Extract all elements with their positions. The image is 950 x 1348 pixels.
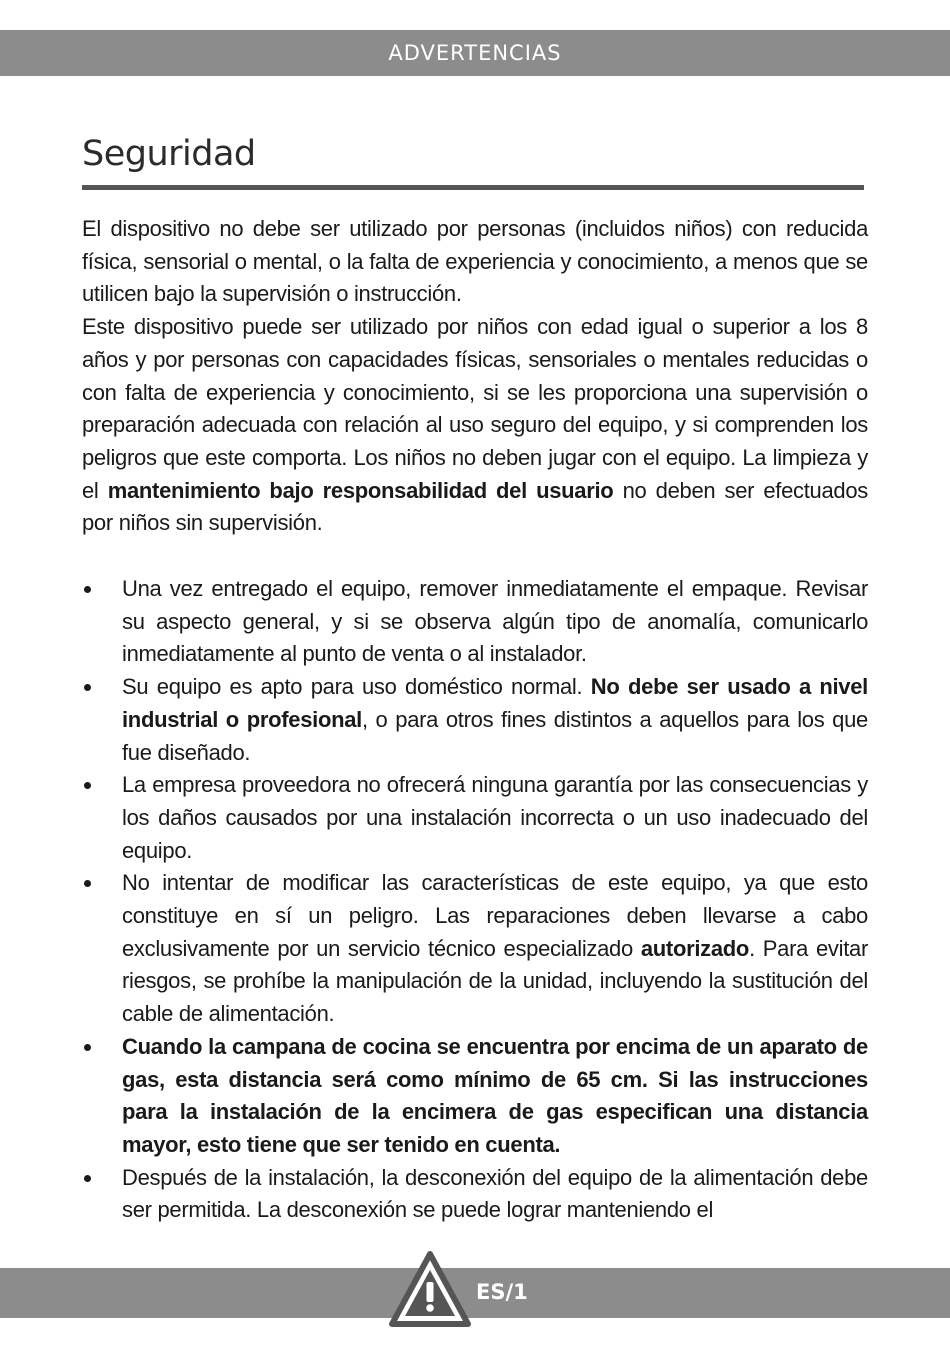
list-item-text: Una vez entregado el equipo, remover inmediatamente el empaque. Revisar su aspecto general, y si se observa algún tipo de anomalía, comunicarlo inmediatamente al punto de venta o al instalador. — [122, 576, 868, 667]
bullet-icon — [84, 1175, 91, 1182]
paragraph-children-text-b: no deben ser efectuados por niños sin supervisión. — [82, 477, 868, 536]
list-item-text: La empresa proveedora no ofrecerá ninguna garantía por las consecuencias y los daños causados por una instalación incorrecta o un uso inadecuado del equipo. — [122, 772, 868, 863]
paragraph-children-bold: mantenimiento bajo responsabilidad del usuario — [107, 477, 614, 503]
list-item-text-a: Su equipo es apto para uso doméstico normal. — [122, 674, 591, 700]
list-item — [82, 671, 868, 769]
list-item-text-b: . Para evitar riesgos, se prohíbe la manipulación de la unidad, incluyendo la sustitución del cable de alimentación. — [122, 935, 868, 1027]
list-item — [82, 867, 868, 1031]
list-item-bold: No debe ser usado a nivel industrial o profesional — [122, 674, 868, 732]
bullet-icon — [84, 1044, 91, 1051]
warning-triangle-icon — [388, 1250, 472, 1328]
bullet-icon — [84, 782, 91, 789]
warnings-list — [82, 573, 868, 1227]
bullet-icon — [84, 880, 91, 887]
paragraph-children — [82, 311, 868, 540]
list-item — [82, 573, 868, 671]
list-item — [82, 1031, 868, 1162]
list-item-bold: autorizado — [640, 935, 750, 961]
section-title: Seguridad — [82, 134, 256, 174]
title-divider — [82, 185, 864, 190]
list-item-bold: Cuando la campana de cocina se encuentra por encima de un aparato de gas, esta distancia será como mínimo de 65 cm. Si las instrucciones para la instalación de la encimera de gas especifican una distancia mayor, esto tiene que ser tenido en cuenta. — [122, 1033, 868, 1157]
paragraph-intro: El dispositivo no debe ser utilizado por personas (incluidos niños) con reducida física, sensorial o mental, o la falta de experiencia y conocimiento, a menos que se utilicen bajo la supervisión o instrucción. — [82, 216, 868, 307]
bullet-icon — [84, 684, 91, 691]
list-item-text: Después de la instalación, la desconexión del equipo de la alimentación debe ser permitida. La desconexión se puede lograr manteniendo el — [122, 1164, 868, 1223]
paragraph-children-text-a: Este dispositivo puede ser utilizado por niños con edad igual o superior a los 8 años y por personas con capacidades físicas, sensoriales o mentales reducidas o con falta de experiencia y conocimiento, si se les proporciona una supervisión o preparación adecuada con relación al uso seguro del equipo, y si comprenden los peligros que este comporta. Los niños no deben jugar con el equipo. La limpieza y el — [82, 314, 868, 503]
header-title: ADVERTENCIAS — [388, 41, 562, 65]
document-body — [82, 213, 868, 1227]
bullet-icon — [84, 586, 91, 593]
list-item-text-b: , o para otros fines distintos a aquellos para los que fue diseñado. — [122, 706, 868, 765]
list-item — [82, 1162, 868, 1227]
page-number: ES/1 — [476, 1280, 528, 1304]
header-bar — [0, 30, 950, 76]
list-item-text-a: No intentar de modificar las características de este equipo, ya que esto constituye en sí un peligro. Las reparaciones deben llevarse a cabo exclusivamente por un servicio técnico especializado — [122, 870, 868, 961]
footer-bar — [0, 1268, 950, 1318]
list-item — [82, 769, 868, 867]
